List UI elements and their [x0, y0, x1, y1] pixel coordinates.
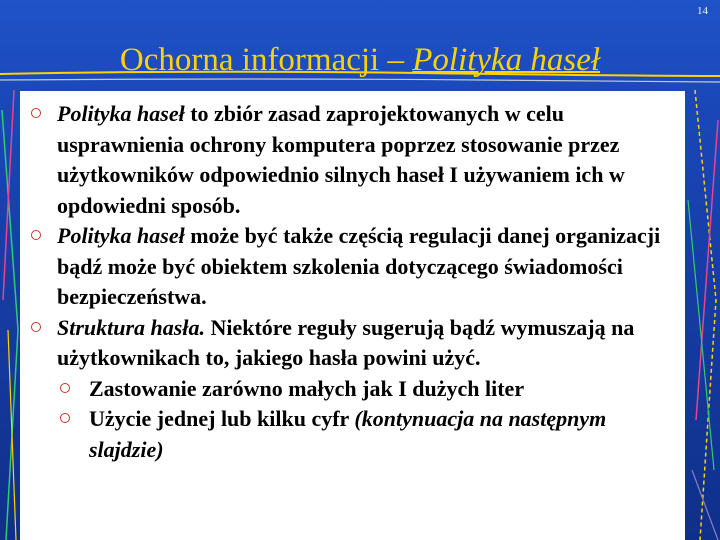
- title-text: Ochorna informacji –: [119, 42, 413, 78]
- slide-title: [0, 40, 720, 80]
- hollow-circle-bullet-icon: [31, 322, 41, 332]
- sub-list-item: [31, 404, 671, 465]
- sub-item-text: Zastowanie zarówno małych jak I dużych liter: [89, 375, 525, 401]
- sub-list-item: [31, 374, 671, 405]
- paragraph-text: może być także częścią regulacji danej organizacji bądź może być obiektem szkolenia dotyczącego świadomości bezpieczeństwa.: [57, 223, 661, 309]
- sub-item-continuation-note: (kontynuacja na następnym slajdzie): [89, 406, 607, 462]
- paragraph-text: Niektóre reguły sugerują bądź wymuszają na użytkownikach to, jakiego hasła powini użyć.: [57, 314, 635, 370]
- sub-item-text: Użycie jednej lub kilku cyfr: [89, 406, 355, 431]
- content-panel: [20, 91, 685, 540]
- page-number: 14: [697, 5, 708, 17]
- paragraph-lead: Polityka haseł: [57, 101, 185, 126]
- paragraph-text: to zbiór zasad zaprojektowanych w celu usprawnienia ochrony komputera poprzez stosowanie przez użytkowników odpowiednio silnych haseł I używaniem ich w opdowiedni sposób.: [57, 101, 625, 218]
- hollow-circle-bullet-icon: [31, 230, 41, 240]
- list-item: [31, 99, 671, 221]
- paragraph-lead: Struktura hasła.: [57, 314, 205, 340]
- hollow-circle-bullet-icon: [60, 383, 70, 393]
- hollow-circle-bullet-icon: [60, 413, 70, 423]
- list-item: [31, 313, 671, 374]
- hollow-circle-bullet-icon: [31, 108, 41, 118]
- title-highlight: Polityka haseł: [412, 42, 601, 78]
- list-item: [31, 221, 671, 313]
- paragraph-lead: Polityka haseł: [57, 223, 185, 248]
